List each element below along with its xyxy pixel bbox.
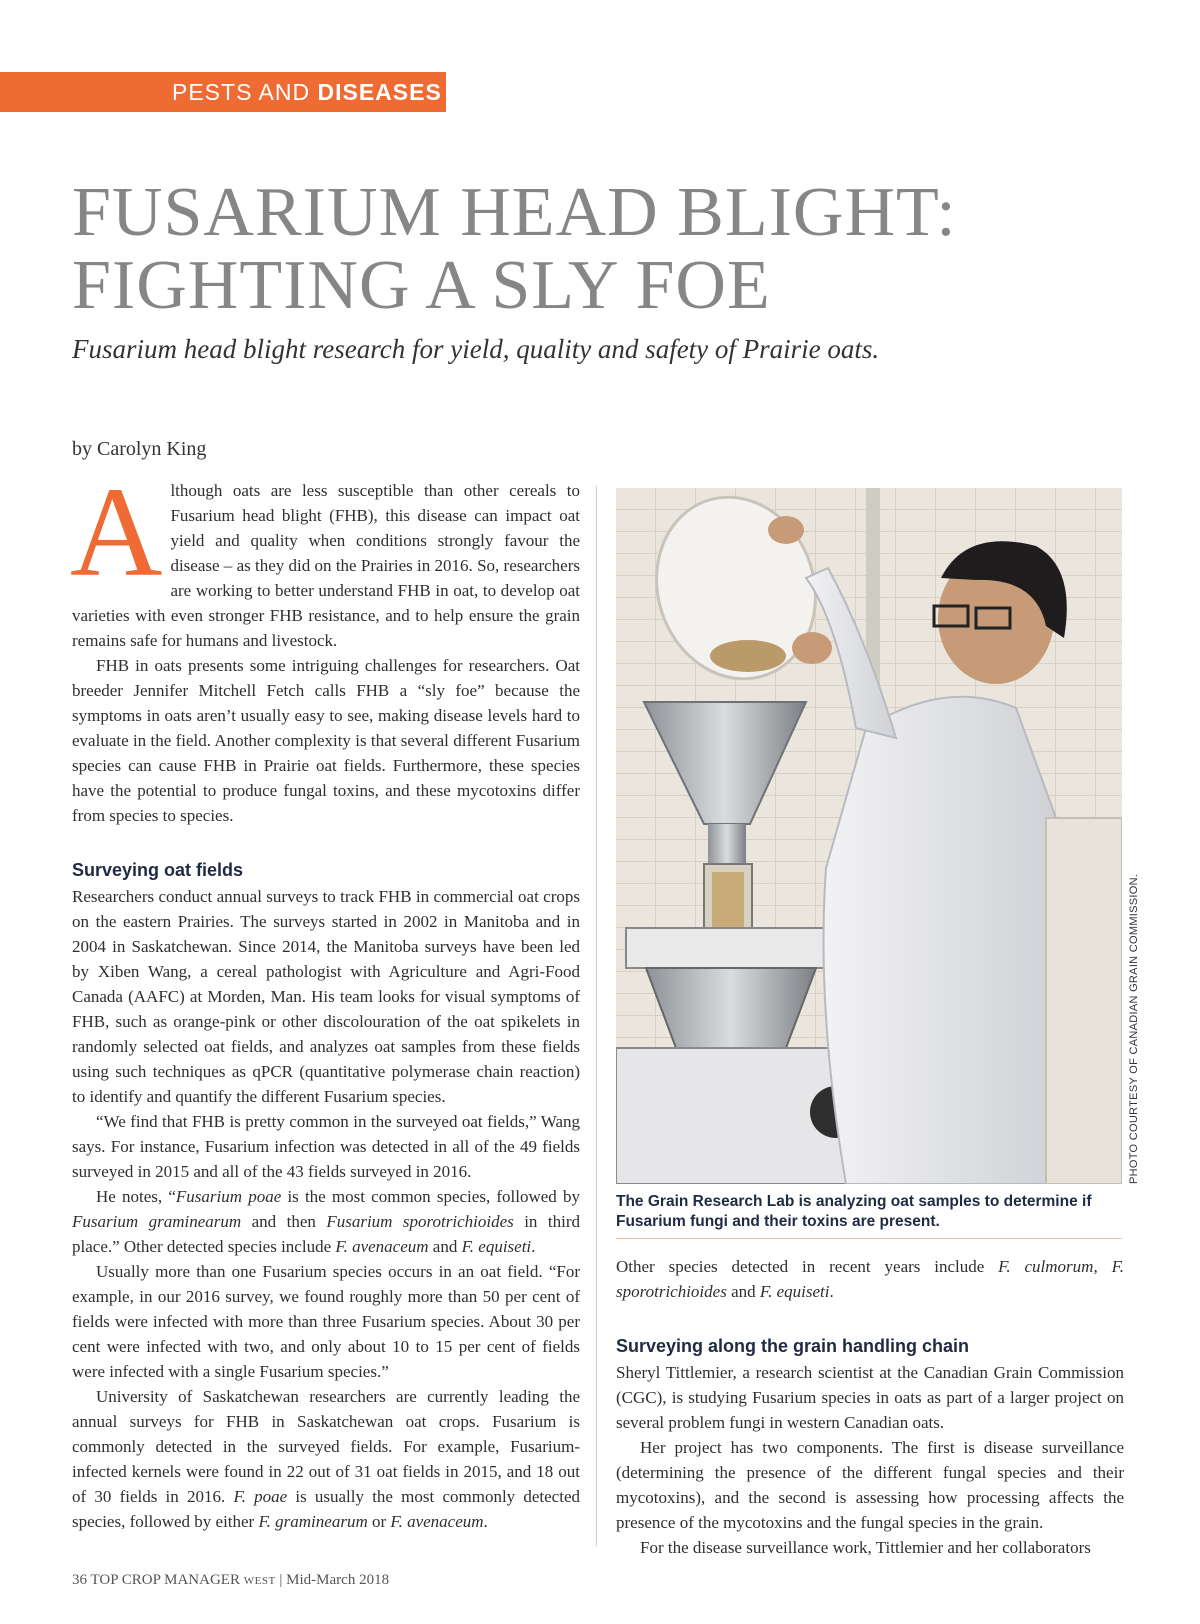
article-title <box>72 176 1152 322</box>
cabinet <box>1046 818 1122 1184</box>
text-run: or <box>367 1512 391 1531</box>
page-footer <box>72 1572 389 1589</box>
species-name: F. avenaceum <box>335 1237 429 1256</box>
column-divider <box>596 486 597 1546</box>
text-run: and <box>428 1237 462 1256</box>
issue-date: | Mid-March 2018 <box>279 1572 390 1588</box>
left-column <box>70 461 581 1534</box>
species-name: F. poae <box>233 1487 288 1506</box>
section-tag <box>0 72 446 112</box>
text-run: . <box>483 1512 488 1531</box>
paragraph <box>616 1254 1124 1304</box>
text-run: , <box>1093 1257 1112 1276</box>
paragraph <box>72 1384 580 1534</box>
text-run: is usually the most commonly detected species, followed by either <box>72 1487 580 1531</box>
text-run: and <box>726 1282 760 1301</box>
intro-paragraph <box>70 461 580 653</box>
species-name: F. equiseti <box>461 1237 532 1256</box>
caption-rule <box>616 1238 1122 1239</box>
paragraph: “We find that FHB is pretty common in the surveyed oat fields,” Wang says. For instance, Fusarium infection was detected in all of the 49 fields surveyed in 2015 and all of the 43 fields surveyed in 2016. <box>72 1112 580 1181</box>
edition-label: WEST <box>243 1575 276 1587</box>
lab-photo-illustration <box>616 488 1122 1184</box>
photo-credit: PHOTO COURTESY OF CANADIAN GRAIN COMMISSION. <box>1128 873 1140 1184</box>
paragraph: For the disease surveillance work, Tittlemier and her collaborators <box>640 1538 1091 1557</box>
paragraph: Researchers conduct annual surveys to track FHB in commercial oat crops on the eastern Prairies. The surveys started in 2002 in Manitoba and in 2004 in Saskatchewan. Since 2014, the Manitoba surveys have been led by Xiben Wang, a cereal pathologist with Agriculture and Agri-Food Canada (AAFC) at Morden, Man. His team looks for visual symptoms of FHB, such as orange-pink or other discolouration of the oat spikelets in randomly selected oat fields, and analyzes oat samples from these fields using such techniques as qPCR (quantitative polymerase chain reaction) to identify and quantify the different Fusarium species. <box>72 887 580 1106</box>
paragraph: FHB in oats presents some intriguing challenges for researchers. Oat breeder Jennifer Mitchell Fetch calls FHB a “sly foe” because the symptoms in oats aren’t usually easy to see, making disease levels hard to evaluate in the field. Another complexity is that several different Fusarium species can cause FHB in Prairie oat fields. Furthermore, these species have the potential to produce fungal toxins, and these mycotoxins differ from species to species. <box>72 656 580 825</box>
species-name: F. culmorum <box>998 1257 1094 1276</box>
text-run: and then <box>241 1212 327 1231</box>
article-subtitle: Fusarium head blight research for yield, quality and safety of Prairie oats. <box>72 334 880 364</box>
title-line-1: FUSARIUM HEAD BLIGHT: <box>72 174 957 251</box>
text-run: is the most common species, followed by <box>281 1187 580 1206</box>
text-run: . <box>531 1237 536 1256</box>
paragraph <box>72 1184 580 1259</box>
species-name: F. sporotrichioides <box>616 1257 1125 1301</box>
text-run: . <box>829 1282 834 1301</box>
magazine-name: TOP CROP MANAGER <box>90 1572 240 1588</box>
drop-cap: A <box>70 461 163 603</box>
text-run: in third place.” Other detected species include <box>72 1212 581 1256</box>
species-name: F. equiseti <box>759 1282 830 1301</box>
paragraph: Her project has two components. The first is disease surveillance (determining the presence of the different fungal species and their mycotoxins), and the second is assessing how processing affects the presence of the mycotoxins and the fungal species in the grain. <box>616 1438 1124 1532</box>
text-run: He notes, “ <box>96 1187 176 1206</box>
section-tag-light: PESTS AND <box>172 79 311 105</box>
paragraph: Usually more than one Fusarium species occurs in an oat field. “For example, in our 2016 survey, we found roughly more than 50 per cent of fields were infected with more than three Fusarium species. About 30 per cent were infected with two, and only about 10 to 15 per cent of fields were infected with a single Fusarium species.” <box>72 1262 580 1381</box>
paragraph: Sheryl Tittlemier, a research scientist at the Canadian Grain Commission (CGC), is studying Fusarium species in oats as part of a larger project on several problem fungi in western Canadian oats. <box>616 1363 1124 1432</box>
section-heading-grain-handling-chain: Surveying along the grain handling chain <box>616 1336 970 1356</box>
page-number: 36 <box>72 1572 87 1588</box>
section-tag-bold: DISEASES <box>317 79 442 105</box>
species-name: F. avenaceum <box>390 1512 484 1531</box>
text-run: Other species detected in recent years include <box>616 1257 999 1276</box>
title-line-2: FIGHTING A SLY FOE <box>72 247 771 324</box>
lab-photo <box>616 488 1122 1184</box>
species-name: F. graminearum <box>258 1512 368 1531</box>
species-name: Fusarium graminearum <box>72 1212 242 1231</box>
text-run: University of Saskatchewan researchers are currently leading the annual surveys for FHB in Saskatchewan oat crops. Fusarium is commonly detected in the surveyed fields. For example, Fusarium-infected kernels were found in 22 out of 31 oat fields in 2015, and 18 out of 30 fields in 2016. <box>72 1387 580 1506</box>
species-name: Fusarium sporotrichioides <box>326 1212 514 1231</box>
photo-caption: The Grain Research Lab is analyzing oat samples to determine if Fusarium fungi and their toxins are present. <box>616 1193 1092 1230</box>
species-name: Fusarium poae <box>175 1187 282 1206</box>
right-column <box>616 1254 1124 1560</box>
section-heading-surveying-oat-fields: Surveying oat fields <box>72 860 244 880</box>
intro-text: lthough oats are less susceptible than other cereals to Fusarium head blight (FHB), this disease can impact oat yield and quality when conditions strongly favour the disease – as they did on the Prairies in 2016. So, researchers are working to better understand FHB in oat, to develop oat varieties with even stronger FHB resistance, and to help ensure the grain remains safe for humans and livestock. <box>72 481 580 650</box>
byline: by Carolyn King <box>72 438 207 460</box>
